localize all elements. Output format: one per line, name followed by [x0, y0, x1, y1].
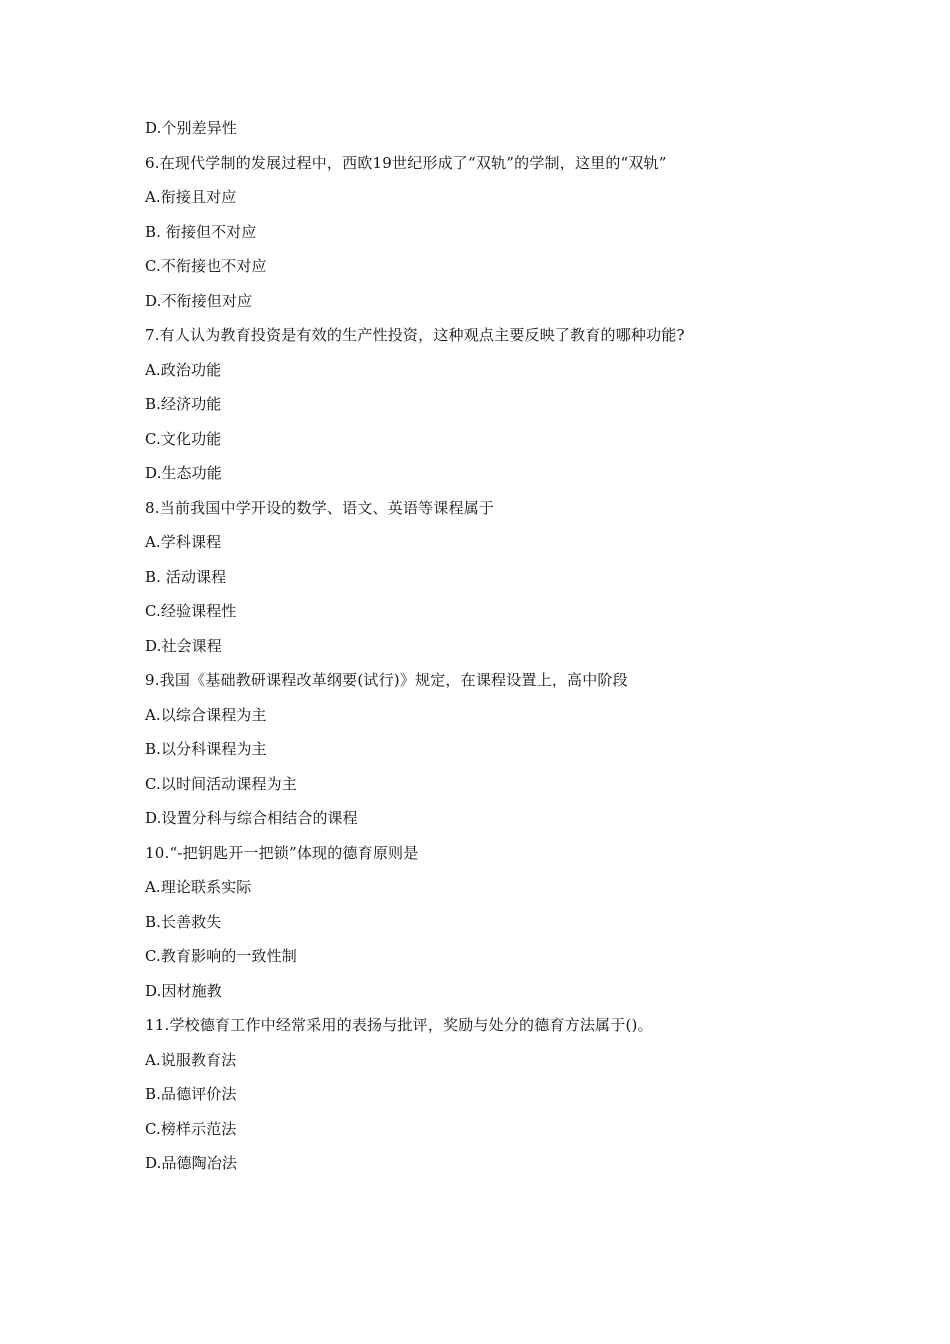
option-line: A.衔接且对应 — [145, 188, 237, 206]
option-line: A.学科课程 — [145, 533, 222, 551]
option-line: A.以综合课程为主 — [145, 705, 267, 724]
option-line: C.不衔接也不对应 — [145, 257, 267, 275]
option-line: A.理论联系实际 — [145, 878, 252, 896]
question-line: 6.在现代学制的发展过程中，西欧19世纪形成了“双轨”的学制，这里的“双轨” — [145, 153, 667, 172]
question-list — [145, 111, 845, 1181]
option-line: C.文化功能 — [145, 429, 222, 448]
option-line: A.政治功能 — [145, 360, 222, 379]
option-line: B.经济功能 — [145, 395, 222, 413]
question-line: 7.有人认为教育投资是有效的生产性投资，这种观点主要反映了教育的哪种功能? — [145, 326, 685, 344]
option-line: B.以分科课程为主 — [145, 740, 267, 758]
option-line: D.品德陶冶法 — [145, 1154, 237, 1172]
option-line: D.因材施教 — [145, 981, 222, 1000]
option-line: B. 衔接但不对应 — [145, 222, 257, 241]
option-line: A.说服教育法 — [145, 1050, 237, 1069]
option-line: D.生态功能 — [145, 464, 222, 482]
option-line: D.不衔接但对应 — [145, 291, 253, 310]
question-line: 10.“-把钥匙开一把锁”体现的德育原则是 — [145, 843, 419, 862]
option-line: C.教育影响的一致性制 — [145, 947, 297, 965]
option-line: D.设置分科与综合相结合的课程 — [145, 809, 358, 827]
option-line: D.个别差异性 — [145, 119, 237, 137]
option-line: C.经验课程性 — [145, 602, 237, 620]
option-line: C.以时间活动课程为主 — [145, 774, 297, 793]
option-line: D.社会课程 — [145, 636, 222, 655]
option-line: B.长善救失 — [145, 912, 222, 931]
question-line: 8.当前我国中学开设的数学、语文、英语等课程属于 — [145, 498, 495, 517]
option-line: B. 活动课程 — [145, 567, 227, 586]
question-line: 9.我国《基础教研课程改革纲要(试行)》规定，在课程设置上，高中阶段 — [145, 671, 628, 689]
option-line: B.品德评价法 — [145, 1085, 237, 1103]
question-line: 11.学校德育工作中经常采用的表扬与批评，奖励与处分的德育方法属于()。 — [145, 1016, 653, 1034]
option-line: C.榜样示范法 — [145, 1119, 237, 1138]
